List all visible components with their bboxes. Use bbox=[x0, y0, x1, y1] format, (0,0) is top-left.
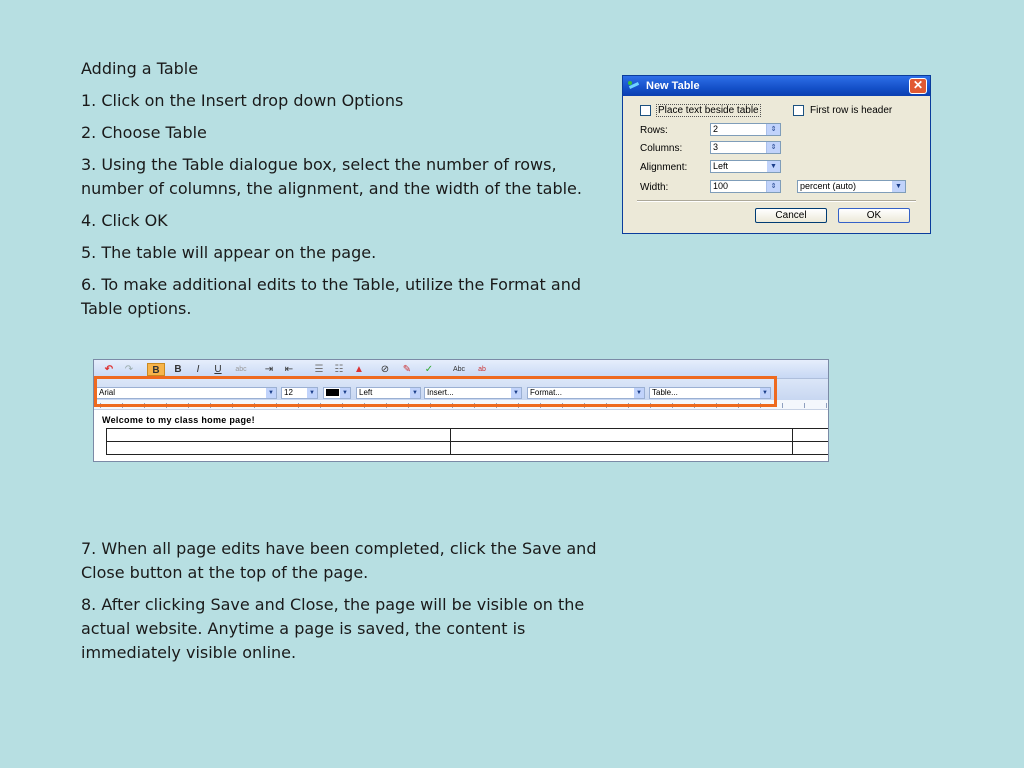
chevron-down-icon[interactable]: ▼ bbox=[511, 388, 521, 398]
columns-stepper[interactable] bbox=[710, 141, 781, 154]
strike-icon[interactable]: abc bbox=[235, 366, 247, 373]
chevron-down-icon[interactable]: ▼ bbox=[760, 388, 770, 398]
table-value: Table... bbox=[652, 388, 678, 397]
instructions-title: Adding a Table bbox=[81, 59, 199, 78]
step-4: 4. Click OK bbox=[81, 211, 168, 230]
width-stepper[interactable] bbox=[710, 180, 781, 193]
table-row bbox=[107, 429, 830, 442]
dialog-titlebar bbox=[623, 76, 930, 96]
content-heading: Welcome to my class home page! bbox=[102, 415, 255, 425]
step-2-text: 2. Choose bbox=[81, 123, 166, 142]
chevron-down-icon[interactable]: ▼ bbox=[410, 388, 420, 398]
ruler-tick bbox=[782, 403, 783, 408]
columns-value: 3 bbox=[713, 142, 719, 152]
step-2-keyword: Table bbox=[165, 123, 207, 142]
bold-alt-icon[interactable]: B bbox=[174, 364, 182, 375]
editor-screenshot bbox=[93, 359, 829, 462]
step-7-suffix: button at the top of the page. bbox=[124, 563, 369, 582]
undo-icon[interactable]: ↶ bbox=[104, 364, 114, 375]
rows-value: 2 bbox=[713, 124, 719, 134]
first-row-header-label: First row is header bbox=[810, 105, 893, 116]
spellcheck-icon[interactable]: Abc bbox=[452, 366, 466, 373]
indent-icon[interactable]: ⇥ bbox=[264, 364, 274, 375]
step-1: 1. Click on the Insert drop down Options bbox=[81, 91, 404, 110]
step-5: 5. The table will appear on the page. bbox=[81, 243, 377, 262]
alignment-label: Alignment: bbox=[640, 162, 688, 173]
color-icon[interactable]: ▲ bbox=[354, 364, 364, 375]
step-8: 8. After clicking Save and Close, the page will be visible on the actual website. Anytime a page is saved, the content is immediately visible online. bbox=[81, 595, 585, 662]
rows-stepper[interactable] bbox=[710, 123, 781, 136]
step-6: 6. To make additional edits to the Table, utilize the Format and Table options. bbox=[81, 275, 582, 318]
chevron-down-icon[interactable]: ▼ bbox=[266, 388, 276, 398]
width-spin-icon[interactable]: ⇕ bbox=[766, 181, 780, 192]
first-row-header-checkbox[interactable] bbox=[793, 105, 804, 116]
check-icon[interactable]: ✓ bbox=[424, 364, 434, 375]
dialog-title: New Table bbox=[646, 80, 700, 92]
table-cell[interactable] bbox=[107, 442, 451, 455]
alignment-select[interactable] bbox=[710, 160, 781, 173]
cancel-button[interactable]: Cancel bbox=[755, 208, 827, 223]
size-value: 12 bbox=[284, 388, 293, 397]
new-table-dialog bbox=[622, 75, 931, 234]
place-text-checkbox[interactable] bbox=[640, 105, 651, 116]
rows-label: Rows: bbox=[640, 125, 668, 136]
dialog-divider bbox=[637, 200, 916, 202]
table-cell[interactable] bbox=[793, 442, 829, 455]
table-cell[interactable] bbox=[793, 429, 829, 442]
insert-value: Insert... bbox=[427, 388, 454, 397]
ruler-tick bbox=[804, 403, 805, 408]
underline-icon[interactable]: U bbox=[214, 364, 222, 375]
step-7-text: 7. When all page edits have been completed, click the bbox=[81, 539, 523, 558]
alignment-value: Left bbox=[713, 161, 729, 171]
columns-spin-icon[interactable]: ⇕ bbox=[766, 142, 780, 153]
inserted-table bbox=[106, 428, 829, 455]
ruler-tick bbox=[826, 403, 827, 408]
ok-button[interactable]: OK bbox=[838, 208, 910, 223]
chevron-down-icon[interactable]: ▼ bbox=[892, 181, 905, 192]
step-2 bbox=[81, 121, 611, 145]
step-7-keyword: Save and Close bbox=[81, 539, 597, 582]
outdent-icon[interactable]: ⇤ bbox=[284, 364, 294, 375]
step-7 bbox=[81, 537, 611, 585]
table-cell[interactable] bbox=[450, 429, 793, 442]
table-cell[interactable] bbox=[450, 442, 793, 455]
link-icon[interactable]: ⊘ bbox=[380, 364, 390, 375]
place-text-label: Place text beside table bbox=[658, 105, 759, 116]
width-unit-select[interactable] bbox=[797, 180, 906, 193]
chevron-down-icon[interactable]: ▼ bbox=[340, 388, 350, 398]
italic-icon[interactable]: I bbox=[196, 364, 200, 375]
width-unit-value: percent (auto) bbox=[800, 181, 857, 191]
align-value: Left bbox=[359, 388, 373, 397]
instructions-top bbox=[81, 57, 611, 329]
chevron-down-icon[interactable]: ▼ bbox=[307, 388, 317, 398]
chevron-down-icon[interactable]: ▼ bbox=[767, 161, 780, 172]
instructions-bottom bbox=[81, 537, 611, 673]
image-icon[interactable]: ✎ bbox=[402, 364, 412, 375]
numbered-list-icon[interactable]: ☷ bbox=[334, 364, 344, 375]
close-icon[interactable]: ✕ bbox=[909, 78, 927, 94]
bold-icon[interactable]: B bbox=[147, 363, 165, 376]
list-icon[interactable]: ☰ bbox=[314, 364, 324, 375]
table-row bbox=[107, 442, 830, 455]
font-value: Arial bbox=[99, 388, 116, 397]
step-3: 3. Using the Table dialogue box, select the number of rows, number of columns, the alignment, and the width of the table. bbox=[81, 155, 582, 198]
width-value: 100 bbox=[713, 181, 729, 191]
columns-label: Columns: bbox=[640, 143, 683, 154]
rows-spin-icon[interactable]: ⇕ bbox=[766, 124, 780, 135]
redo-icon[interactable]: ↷ bbox=[124, 364, 134, 375]
toolbar-highlight bbox=[94, 376, 777, 407]
dialog-body bbox=[623, 96, 930, 233]
find-icon[interactable]: ab bbox=[478, 366, 486, 373]
format-value: Format... bbox=[530, 388, 563, 397]
width-label: Width: bbox=[640, 182, 669, 193]
table-cell[interactable] bbox=[107, 429, 451, 442]
table-app-icon bbox=[627, 79, 641, 93]
chevron-down-icon[interactable]: ▼ bbox=[634, 388, 644, 398]
